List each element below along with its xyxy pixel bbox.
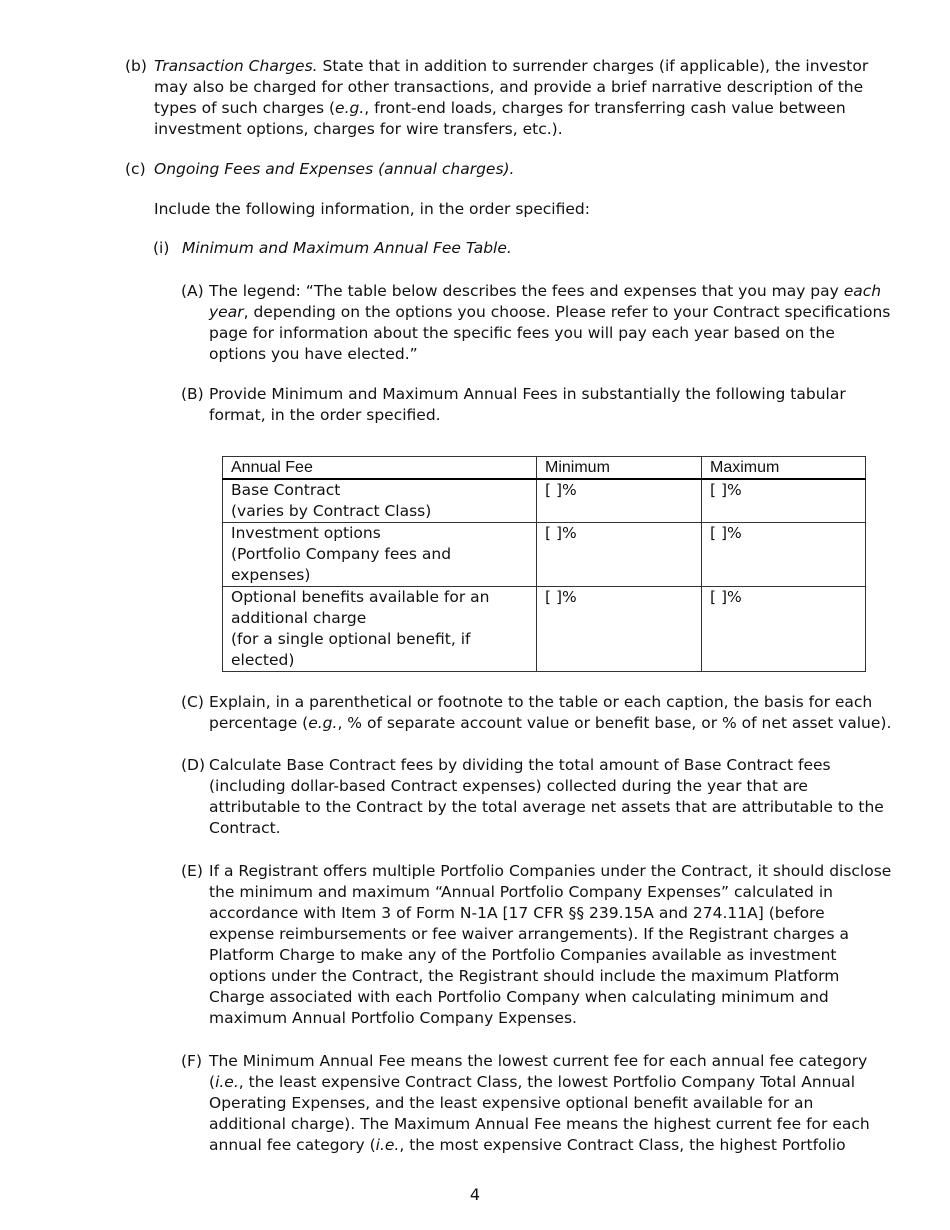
item-A-label: (A) (181, 282, 204, 300)
max-cell: [ ]% (702, 587, 866, 672)
header-annual-fee: Annual Fee (223, 457, 537, 480)
header-minimum: Minimum (537, 457, 702, 480)
table-row (223, 523, 866, 587)
item-C-text: Explain, in a parenthetical or footnote to the table or each caption, the basis for each percentage (e.g., % of separate account value or benefit base, or % of net asset value). (209, 693, 892, 732)
header-maximum: Maximum (702, 457, 866, 480)
item-c-intro: Include the following information, in the order specified: (154, 200, 590, 218)
item-D-text: Calculate Base Contract fees by dividing the total amount of Base Contract fees (including dollar-based Contract expenses) collected during the year that are attributable to the Contract by the total average net assets that are attributable to the Contract. (209, 756, 884, 837)
item-c-label: (c) (125, 160, 146, 178)
item-B-text: Provide Minimum and Maximum Annual Fees in substantially the following tabular format, in the order specified. (209, 385, 846, 424)
table-header-row (223, 457, 866, 480)
page-number: 4 (469, 1185, 481, 1204)
max-cell: [ ]% (702, 479, 866, 523)
min-cell: [ ]% (537, 587, 702, 672)
item-b-label: (b) (125, 57, 147, 75)
item-c-title: Ongoing Fees and Expenses (annual charges). (154, 160, 515, 178)
min-cell: [ ]% (537, 523, 702, 587)
item-b-text: Transaction Charges. State that in addition to surrender charges (if applicable), the investor may also be charged for other transactions, and provide a brief narrative description of the types of such charges (e.g., front-end loads, charges for transferring cash value between investment options, charges for wire transfers, etc.). (154, 57, 869, 138)
min-cell: [ ]% (537, 479, 702, 523)
item-B-label: (B) (181, 385, 204, 403)
item-b-title: Transaction Charges. (154, 57, 318, 75)
item-C-label: (C) (181, 693, 204, 711)
item-E-label: (E) (181, 862, 203, 880)
fee-cell: Investment options (Portfolio Company fees and expenses) (223, 523, 537, 587)
max-cell: [ ]% (702, 523, 866, 587)
fee-cell: Base Contract (varies by Contract Class) (223, 479, 537, 523)
fee-cell: Optional benefits available for an additional charge (for a single optional benefit, if elected) (223, 587, 537, 672)
item-A-text: The legend: “The table below describes the fees and expenses that you may pay each year, depending on the options you choose. Please refer to your Contract specifications page for information about the specific fees you will pay each year based on the options you have elected.” (209, 282, 891, 363)
item-F-text: The Minimum Annual Fee means the lowest current fee for each annual fee category (i.e., the least expensive Contract Class, the lowest Portfolio Company Total Annual Operating Expenses, and the least expensive optional benefit available for an additional charge). The Maximum Annual Fee means the highest current fee for each annual fee category (i.e., the most expensive Contract Class, the highest Portfolio (209, 1052, 870, 1154)
item-F-label: (F) (181, 1052, 203, 1070)
annual-fee-table (222, 456, 866, 672)
item-i-title: Minimum and Maximum Annual Fee Table. (182, 239, 512, 257)
table-row (223, 587, 866, 672)
item-i-label: (i) (153, 239, 170, 257)
item-E-text: If a Registrant offers multiple Portfolio Companies under the Contract, it should disclose the minimum and maximum “Annual Portfolio Company Expenses” calculated in accordance with Item 3 of Form N-1A [17 CFR §§ 239.15A and 274.11A] (before expense reimbursements or fee waiver arrangements). If the Registrant charges a Platform Charge to make any of the Portfolio Companies available as investment options under the Contract, the Registrant should include the maximum Platform Charge associated with each Portfolio Company when calculating minimum and maximum Annual Portfolio Company Expenses. (209, 862, 892, 1027)
item-D-label: (D) (181, 756, 206, 774)
table-row (223, 479, 866, 523)
